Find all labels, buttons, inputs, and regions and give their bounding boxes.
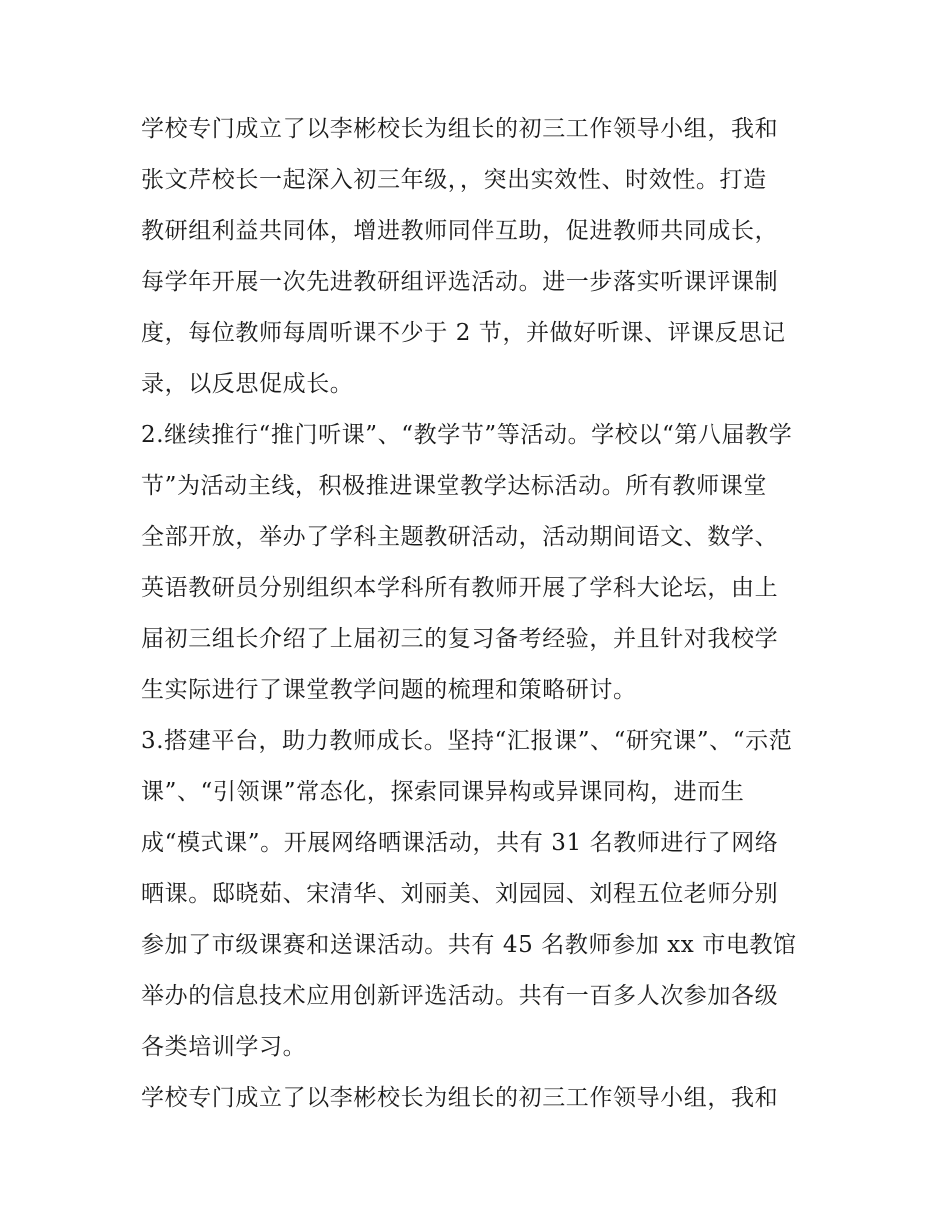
text-line-6: 录，以反思促成长。 (141, 371, 354, 397)
text-line-18: 举办的信息技术应用创新评选活动。共有一百多人次参加各级 (141, 983, 779, 1009)
text-line-14: 课”、“引领课”常态化，探索同课异构或异课同构，进而生 (141, 779, 745, 805)
text-line-16: 晒课。邸晓茹、宋清华、刘丽美、刘园园、刘程五位老师分别 (141, 881, 779, 907)
text-line-10: 英语教研员分别组织本学科所有教师开展了学科大论坛，由上 (141, 575, 779, 601)
text-line-15: 成“模式课”。开展网络晒课活动，共有 31 名教师进行了网络 (141, 830, 779, 856)
text-line-2: 张文芹校长一起深入初三年级，，突出实效性、时效性。打造 (141, 167, 767, 193)
text-line-3: 教研组利益共同体，增进教师同伴互助，促进教师共同成长， (141, 218, 779, 244)
text-line-4: 每学年开展一次先进教研组评选活动。进一步落实听课评课制 (141, 269, 779, 295)
text-line-5: 度，每位教师每周听课不少于 2 节，并做好听课、评课反思记 (141, 320, 786, 346)
text-line-20: 学校专门成立了以李彬校长为组长的初三工作领导小组，我和 (141, 1085, 779, 1111)
text-line-11: 届初三组长介绍了上届初三的复习备考经验，并且针对我校学 (141, 626, 779, 652)
text-line-1: 学校专门成立了以李彬校长为组长的初三工作领导小组，我和 (141, 116, 779, 142)
text-line-19: 各类培训学习。 (141, 1034, 307, 1060)
text-line-13: 3.搭建平台，助力教师成长。坚持“汇报课”、“研究课”、“示范 (141, 728, 793, 754)
text-line-9: 全部开放，举办了学科主题教研活动，活动期间语文、数学、 (141, 524, 779, 550)
text-line-7: 2.继续推行“推门听课”、“教学节”等活动。学校以“第八届教学 (141, 422, 793, 448)
text-line-17: 参加了市级课赛和送课活动。共有 45 名教师参加 xx 市电教馆 (141, 932, 797, 958)
text-line-8: 节”为活动主线，积极推进课堂教学达标活动。所有教师课堂 (141, 473, 767, 499)
text-line-12: 生实际进行了课堂教学问题的梳理和策略研讨。 (141, 677, 637, 703)
